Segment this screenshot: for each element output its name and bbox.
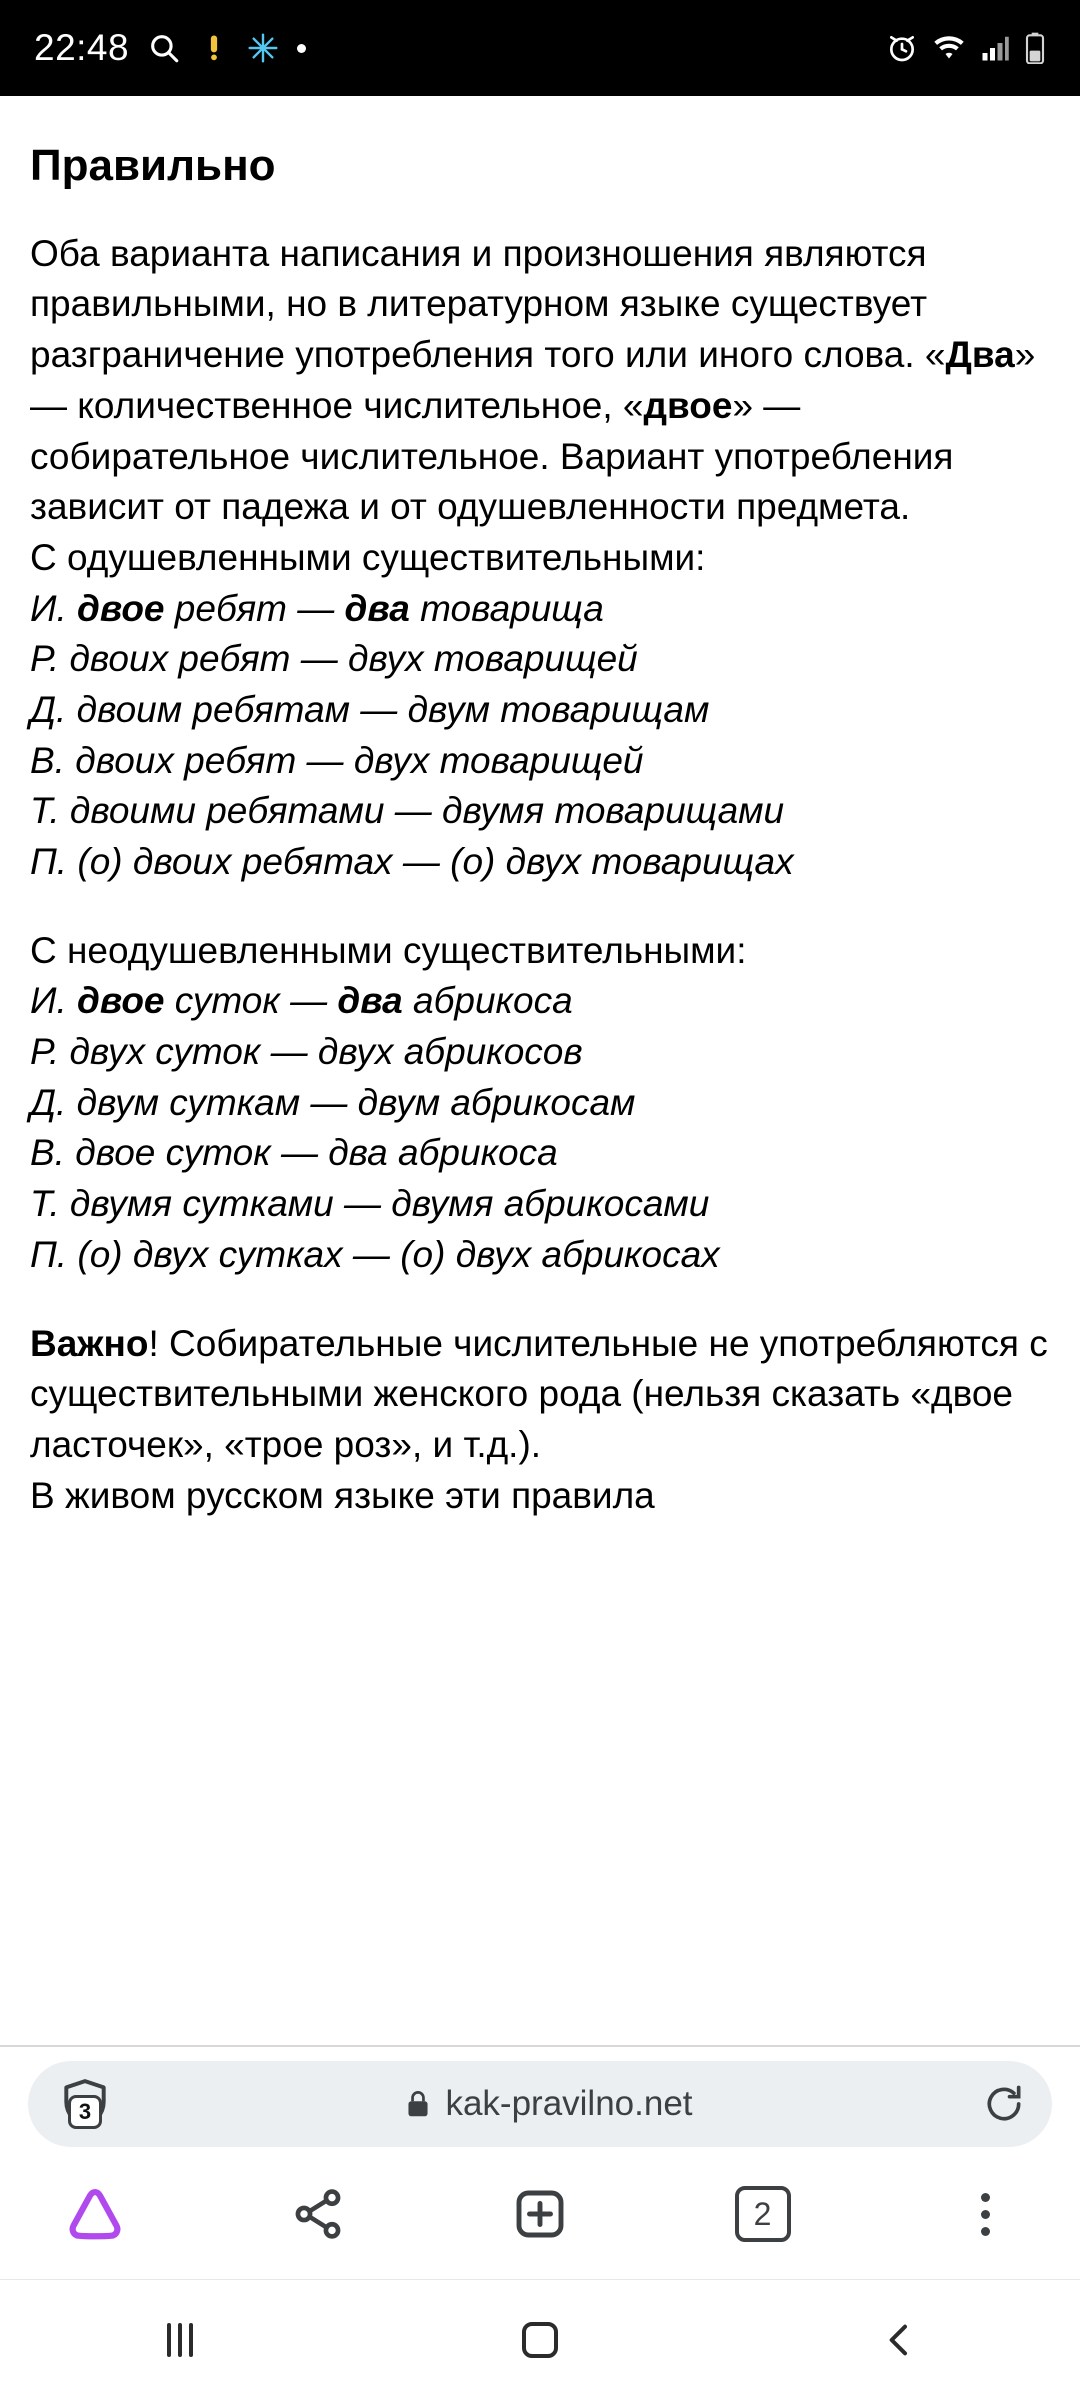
case-suffix: абрикоса: [402, 980, 573, 1022]
status-bar: [0, 0, 1080, 96]
case-prefix: И.: [30, 587, 78, 629]
status-time: 22:48: [34, 27, 130, 68]
intro-part-1: Оба варианта написания и произношения являются правильными, но в литературном языке существует разграничение употребления того или иного слова. «: [30, 232, 946, 376]
tab-counter-value: 2: [735, 2186, 791, 2242]
status-bar-left: [34, 27, 886, 69]
inanimate-case-genitive: Р. двух суток — двух абрикосов: [30, 1031, 583, 1073]
dot-icon: [297, 44, 306, 53]
animate-case-genitive: Р. двоих ребят — двух товарищей: [30, 638, 638, 680]
case-suffix: товарища: [409, 587, 604, 629]
intro-bold-dvoe: двое: [643, 384, 733, 426]
kebab-menu-icon[interactable]: [940, 2169, 1030, 2259]
animate-case-nominative: [30, 584, 1050, 635]
wifi-icon: [932, 34, 966, 62]
important-note: [30, 1319, 1050, 1471]
article-content: [0, 96, 1080, 2045]
case-bold-dvoe: двое: [77, 587, 165, 629]
browser-toolbar: [0, 2047, 1080, 2279]
firefox-home-icon[interactable]: [50, 2169, 140, 2259]
search-icon: [147, 31, 181, 65]
section-spacer: [30, 888, 1050, 926]
snowflake-icon: [247, 32, 279, 64]
intro-bold-dva: Два: [945, 334, 1015, 376]
important-label: Важно: [30, 1322, 149, 1364]
url-text: kak-pravilno.net: [445, 2084, 693, 2123]
inanimate-case-instrumental: Т. двумя сутками — двумя абрикосами: [30, 1183, 710, 1225]
alarm-icon: [886, 32, 918, 64]
lock-icon: [405, 2089, 431, 2119]
back-icon[interactable]: [830, 2280, 970, 2400]
case-mid: ребят —: [164, 587, 345, 629]
battery-icon: [1024, 32, 1046, 64]
case-bold-dvoe: двое: [77, 980, 165, 1022]
notification-icon: [199, 31, 229, 65]
status-bar-right: [886, 32, 1046, 64]
inanimate-case-dative: Д. двум суткам — двум абрикосам: [30, 1081, 636, 1123]
intro-part-2: » — количественное числительное, «: [30, 334, 1036, 426]
tab-counter-button[interactable]: [718, 2169, 808, 2259]
home-square: [522, 2322, 558, 2358]
tab-shield-count: 3: [68, 2095, 102, 2129]
animate-heading: С одушевленными существительными:: [30, 536, 706, 578]
page-title: Правильно: [30, 141, 276, 190]
inanimate-case-prepositional: П. (о) двух сутках — (о) двух абрикосах: [30, 1233, 720, 1275]
case-prefix: И.: [30, 980, 78, 1022]
signal-icon: [980, 33, 1010, 63]
kebab-dots: [981, 2193, 990, 2236]
recents-icon[interactable]: [110, 2280, 250, 2400]
url-center[interactable]: [116, 2084, 982, 2124]
share-icon[interactable]: [273, 2169, 363, 2259]
reload-icon[interactable]: [982, 2082, 1026, 2126]
inanimate-case-nominative: [30, 976, 1050, 1027]
animate-case-instrumental: Т. двоими ребятами — двумя товарищами: [30, 790, 785, 832]
intro-part-3: » — собирательное числительное. Вариант употребления зависит от падежа и от одушевленности предмета.: [30, 384, 954, 528]
recents-bars: [167, 2323, 193, 2357]
section-spacer-2: [30, 1281, 1050, 1319]
new-tab-plus-icon[interactable]: [495, 2169, 585, 2259]
truncated-last-line: В живом русском языке эти правила: [30, 1474, 655, 1516]
animate-case-dative: Д. двоим ребятам — двум товарищам: [30, 688, 710, 730]
case-bold-dva: два: [344, 587, 410, 629]
tracking-protection-shield-icon[interactable]: [54, 2073, 116, 2135]
animate-case-accusative: В. двоих ребят — двух товарищей: [30, 739, 644, 781]
system-navigation-bar: [0, 2279, 1080, 2400]
case-bold-dva: два: [337, 980, 403, 1022]
browser-nav-row: [0, 2147, 1080, 2279]
intro-paragraph: [30, 229, 1050, 533]
home-icon[interactable]: [470, 2280, 610, 2400]
animate-case-prepositional: П. (о) двоих ребятах — (о) двух товарищах: [30, 841, 794, 883]
case-mid: суток —: [164, 980, 338, 1022]
inanimate-case-accusative: В. двое суток — два абрикоса: [30, 1132, 558, 1174]
inanimate-heading: С неодушевленными существительными:: [30, 929, 747, 971]
url-bar[interactable]: [28, 2061, 1052, 2147]
important-text: ! Собирательные числительные не употребляются с существительными женского рода (нельзя сказать «двое ласточек», «трое роз», и т.д.).: [30, 1322, 1048, 1465]
